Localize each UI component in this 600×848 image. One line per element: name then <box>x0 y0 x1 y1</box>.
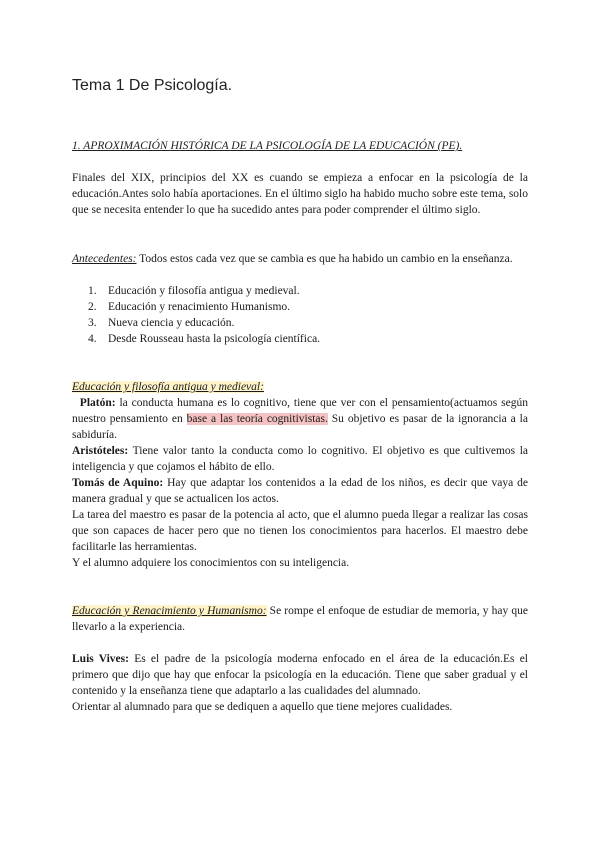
list-item: 1. Educación y filosofía antigua y medieval. <box>88 285 300 297</box>
antigua-heading-line <box>72 379 528 395</box>
platon-paragraph: Platón: la conducta humana es lo cognitivo, tiene que ver con el pensamiento(actuamos según nuestro pensamiento en base a las teoría cognitivistas. Su objetivo es pasar de la ignorancia a la sabiduría. <box>72 397 528 441</box>
aristoteles-name: Aristóteles: <box>72 445 129 457</box>
tomas-name: Tomás de Aquino: <box>72 477 164 489</box>
antigua-heading: Educación y filosofía antigua y medieval: <box>72 381 264 393</box>
aristoteles-paragraph: Aristóteles: Tiene valor tanto la conducta como lo cognitivo. El objetivo es que cultivemos la inteligencia y que cojamos el hábito de ello. <box>72 445 528 473</box>
vives-paragraph: Luis Vives: Es el padre de la psicología moderna enfocado en el área de la educación.Es el primero que dijo que hay que enfocar la psicología en la educación. Tiene que saber gradual y el contenido y la enseñanza tiene que adaptarlo a las cualidades del alumnado. <box>72 653 529 697</box>
antecedentes-text: Todos estos cada vez que se cambia es que ha habido un cambio en la enseñanza. <box>136 253 513 265</box>
tomas-paragraph: Tomás de Aquino: Hay que adaptar los contenidos a la edad de los niños, es decir que vaya de manera gradual y que se actualicen los actos. <box>72 477 528 505</box>
orientar-paragraph: Orientar al alumnado para que se dediquen a aquello que tiene mejores cualidades. <box>72 701 453 713</box>
renacimiento-heading: Educación y Renacimiento y Humanismo: <box>72 605 267 617</box>
platon-name: Platón: <box>79 397 116 409</box>
platon-highlight: base a las teoría cognitivistas. <box>186 413 328 425</box>
list-item: 4. Desde Rousseau hasta la psicología científica. <box>88 333 321 345</box>
list-item: 2. Educación y renacimiento Humanismo. <box>88 301 291 313</box>
maestro-paragraph: La tarea del maestro es pasar de la potencia al acto, que el alumno pueda llegar a realizar las cosas que son capaces de hacer pero que no tienen los conocimientos para hacerlos. El maestro debe facilitarle las herramientas. <box>72 509 528 553</box>
section-heading: 1. APROXIMACIÓN HISTÓRICA DE LA PSICOLOGÍA DE LA EDUCACIÓN (PE). <box>72 140 463 152</box>
alumno-paragraph: Y el alumno adquiere los conocimientos con su inteligencia. <box>72 557 350 569</box>
antecedentes-paragraph <box>72 251 528 267</box>
vives-name: Luis Vives: <box>72 653 129 665</box>
antecedentes-label: Antecedentes: <box>72 253 137 265</box>
renacimiento-paragraph: Educación y Renacimiento y Humanismo: Se rompe el enfoque de estudiar de memoria, y hay que llevarlo a la experiencia. <box>72 605 528 633</box>
intro-paragraph: Finales del XIX, principios del XX es cuando se empieza a enfocar en la psicología de la educación.Antes solo había aportaciones. En el último siglo ha habido mucho sobre este tema, solo que se necesita entender lo que ha sucedido antes para poder comprender el último siglo. <box>72 172 528 216</box>
document-title: Tema 1 De Psicología. <box>72 77 233 94</box>
list-item: 3. Nueva ciencia y educación. <box>88 317 235 329</box>
antecedentes-list <box>72 283 528 347</box>
